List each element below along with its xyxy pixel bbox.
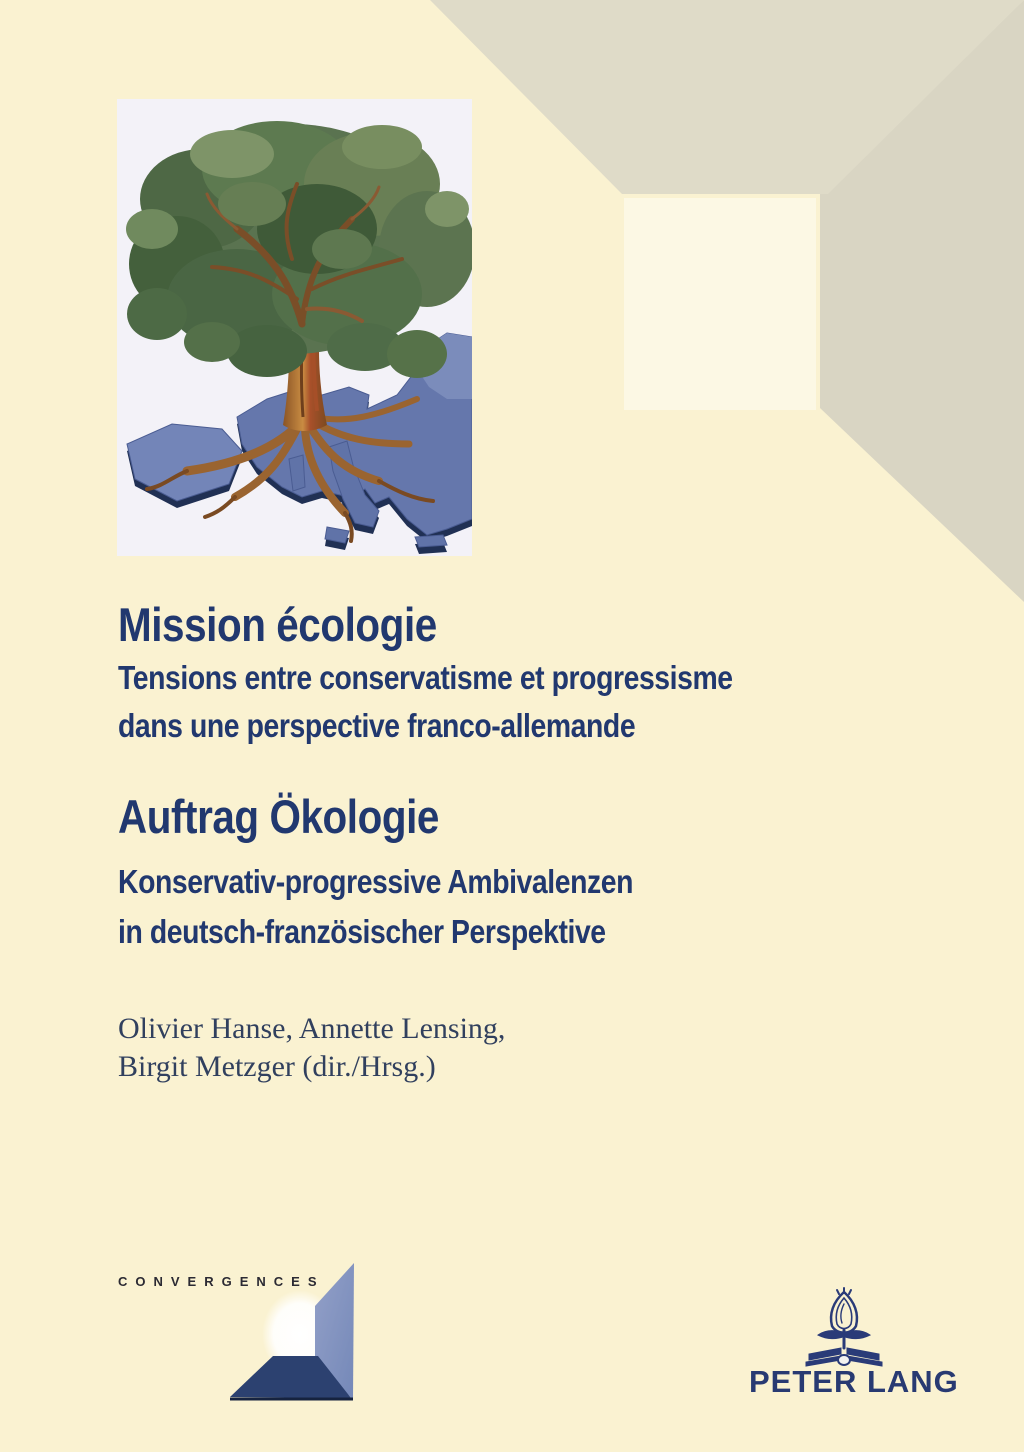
subtitle-french-line2: dans une perspective franco-allemande — [118, 707, 636, 744]
peter-lang-logo-icon — [799, 1286, 889, 1368]
editors-line2: Birgit Metzger (dir./Hrsg.) — [118, 1050, 436, 1083]
convergences-perspective-icon — [222, 1256, 362, 1408]
subtitle-french-line1: Tensions entre conservatisme et progressisme — [118, 659, 733, 696]
subtitle-german-line1: Konservativ-progressive Ambivalenzen — [118, 863, 634, 900]
publisher-name: PETER LANG — [749, 1364, 959, 1399]
title-german — [118, 792, 491, 842]
corner-inner-square — [624, 198, 816, 410]
title-french-text: Mission écologie — [118, 598, 437, 651]
title-french — [118, 600, 489, 650]
series-name-label: CONVERGENCES — [118, 1274, 325, 1289]
subtitle-german-line2: in deutsch-französischer Perspektive — [118, 913, 606, 950]
editors — [118, 1010, 505, 1086]
cover-illustration-tree-europe-map — [117, 99, 472, 556]
editors-line1: Olivier Hanse, Annette Lensing, — [118, 1012, 506, 1045]
title-german-text: Auftrag Ökologie — [118, 790, 439, 843]
